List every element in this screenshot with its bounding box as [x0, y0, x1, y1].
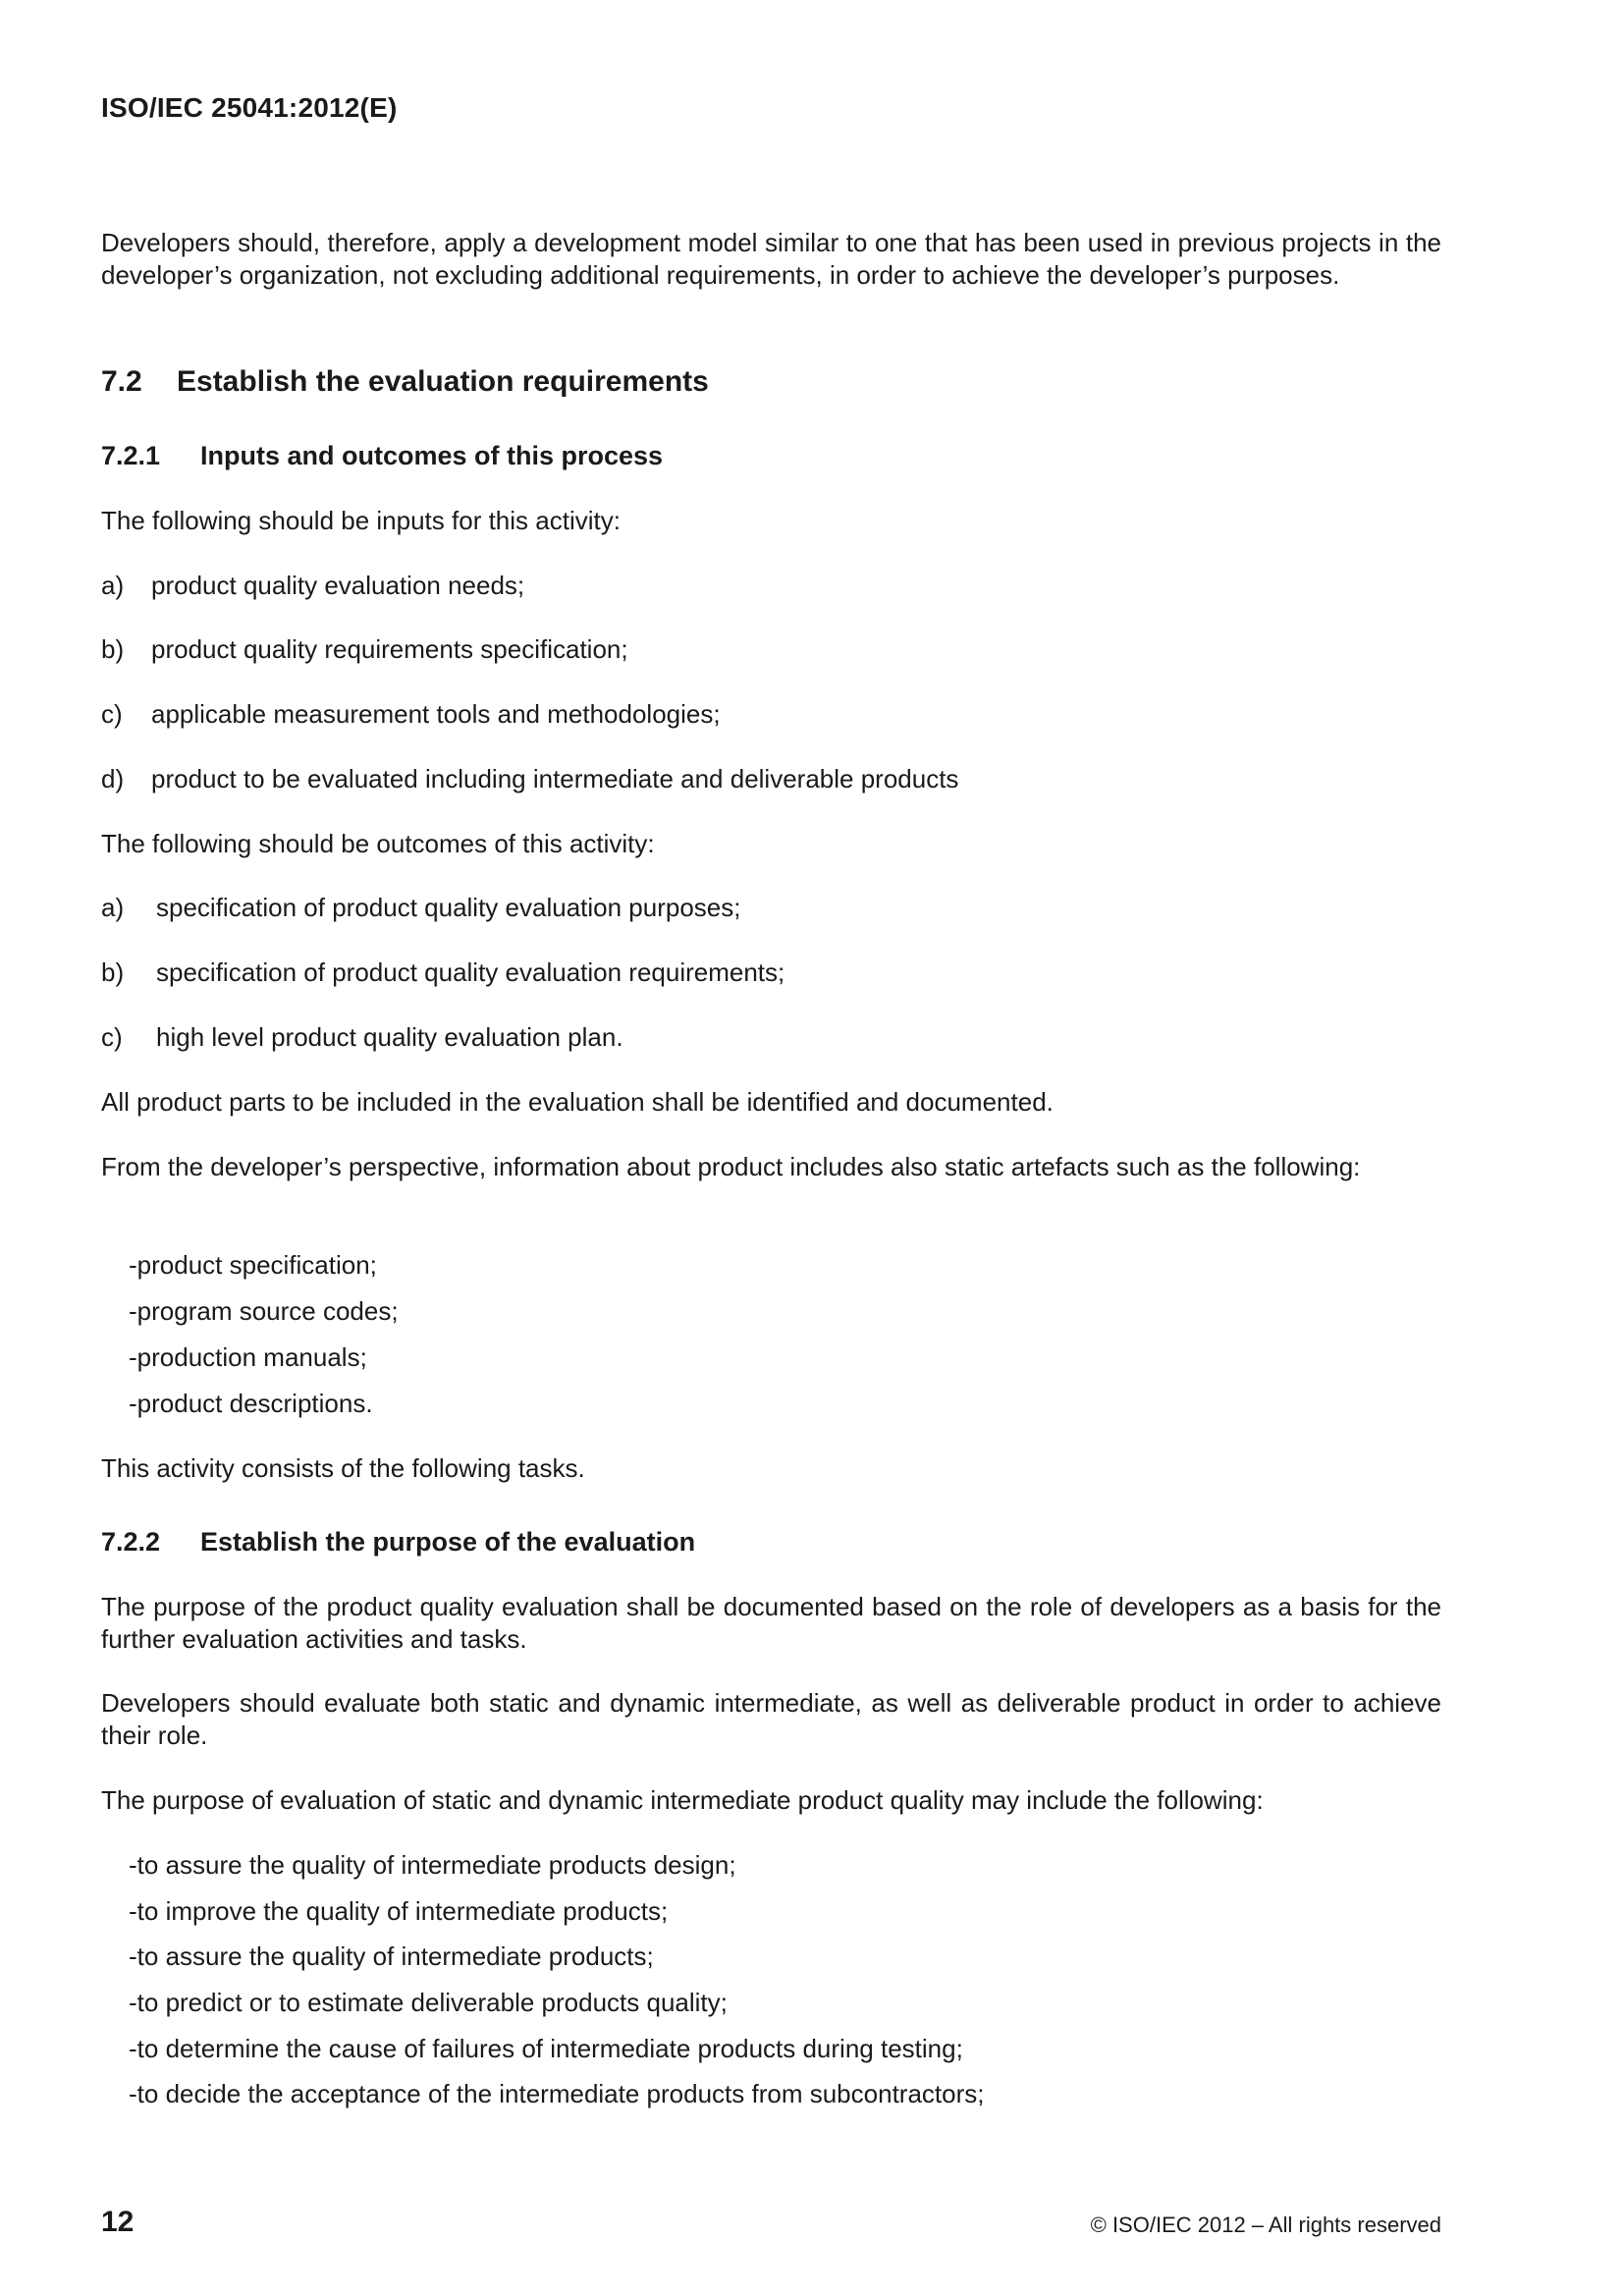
list-item — [101, 570, 524, 602]
list-item: -production manuals; — [129, 1342, 367, 1372]
list-item: -product specification; — [129, 1250, 377, 1280]
list-item-text: product to be evaluated including intermediate and deliverable products — [151, 764, 959, 793]
list-item-text: product quality requirements specification; — [151, 634, 628, 664]
list-item — [101, 633, 628, 666]
purpose-paragraph-1: The purpose of the product quality evaluation shall be documented based on the role of developers as a basis for the further evaluation activities and tasks. — [101, 1592, 1441, 1654]
list-marker: b) — [101, 957, 125, 987]
section-number: 7.2.2 — [101, 1527, 161, 1557]
list-item — [101, 1021, 623, 1054]
list-marker: d) — [101, 764, 125, 793]
list-item — [101, 892, 740, 924]
list-item: -to predict or to estimate deliverable products quality; — [129, 1988, 728, 2017]
list-item-text: applicable measurement tools and methodologies; — [151, 699, 721, 729]
copyright-notice: © ISO/IEC 2012 – All rights reserved — [1090, 2213, 1441, 2237]
intro-paragraph: Developers should, therefore, apply a development model similar to one that has been used in previous projects in the developer’s organization, not excluding additional requirements, in order to achieve the developer’s purposes. — [101, 228, 1441, 290]
purpose-paragraph-3: The purpose of evaluation of static and dynamic intermediate product quality may include the following: — [101, 1785, 1264, 1815]
section-number: 7.2 — [101, 365, 142, 398]
outcomes-intro: The following should be outcomes of this activity: — [101, 829, 655, 858]
list-item: -to improve the quality of intermediate products; — [129, 1896, 669, 1926]
list-item — [101, 698, 721, 731]
inputs-intro: The following should be inputs for this activity: — [101, 506, 621, 535]
section-title: Establish the evaluation requirements — [177, 365, 709, 398]
list-item — [101, 957, 784, 989]
tasks-statement: This activity consists of the following tasks. — [101, 1453, 585, 1483]
list-item-text: specification of product quality evaluation requirements; — [156, 957, 785, 987]
list-marker: a) — [101, 893, 125, 922]
list-marker: c) — [101, 1022, 123, 1052]
section-title: Inputs and outcomes of this process — [200, 441, 664, 470]
section-7-2-1-heading — [101, 441, 663, 471]
document-header-id: ISO/IEC 25041:2012(E) — [101, 92, 398, 123]
parts-statement: All product parts to be included in the evaluation shall be identified and documented. — [101, 1087, 1054, 1117]
list-item: -product descriptions. — [129, 1389, 373, 1418]
perspective-paragraph: From the developer’s perspective, information about product includes also static artefacts such as the following: — [101, 1152, 1361, 1181]
list-item: -to assure the quality of intermediate products; — [129, 1941, 654, 1971]
list-item-text: specification of product quality evaluation purposes; — [156, 893, 741, 922]
list-marker: a) — [101, 571, 125, 600]
list-item: -to determine the cause of failures of intermediate products during testing; — [129, 2034, 963, 2063]
section-number: 7.2.1 — [101, 441, 161, 470]
list-marker: c) — [101, 699, 123, 729]
section-title: Establish the purpose of the evaluation — [200, 1527, 696, 1557]
list-marker: b) — [101, 634, 125, 664]
purpose-paragraph-2: Developers should evaluate both static and dynamic intermediate, as well as deliverable product in order to achieve their role. — [101, 1688, 1441, 1750]
list-item-text: product quality evaluation needs; — [151, 571, 525, 600]
list-item: -to assure the quality of intermediate products design; — [129, 1850, 736, 1880]
list-item-text: high level product quality evaluation plan. — [156, 1022, 623, 1052]
section-7-2-heading — [101, 365, 709, 399]
page-number: 12 — [101, 2206, 135, 2238]
list-item: -to decide the acceptance of the intermediate products from subcontractors; — [129, 2079, 985, 2108]
list-item: -program source codes; — [129, 1296, 399, 1326]
section-7-2-2-heading — [101, 1527, 695, 1558]
list-item — [101, 763, 958, 795]
